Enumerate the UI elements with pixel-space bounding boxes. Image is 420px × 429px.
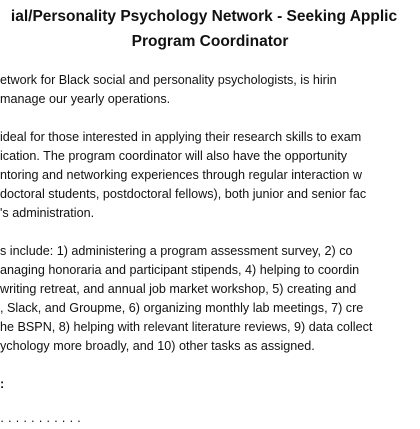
paragraph-2-line-4: doctoral students, postdoctoral fellows), both junior and senior fac [0, 187, 367, 201]
paragraph-3-line-5: he BSPN, 8) helping with relevant literature reviews, 9) data collect [0, 320, 373, 334]
paragraph-3-line-3: writing retreat, and annual job market workshop, 5) creating and [0, 282, 357, 296]
section-heading: : [0, 377, 5, 391]
page-title-line-2: Program Coordinator [131, 33, 289, 50]
paragraph-3-line-1: s include: 1) administering a program assessment survey, 2) co [0, 244, 353, 258]
paragraph-1-line-1: etwork for Black social and personality psychologists, is hirin [0, 73, 337, 87]
page-title-line-1: ial/Personality Psychology Network - Seeking Applic [10, 8, 398, 25]
paragraph-3-line-2: anaging honoraria and participant stipends, 4) helping to coordin [0, 263, 360, 277]
paragraph-2-line-2: ication. The program coordinator will also have the opportunity [0, 149, 347, 163]
paragraph-2-line-5: 's administration. [0, 206, 95, 220]
paragraph-2-line-3: ntoring and networking experiences through regular interaction w [0, 168, 362, 182]
paragraph-3-line-6: ychology more broadly, and 10) other tasks as assigned. [0, 339, 315, 353]
partial-bullet-line: · · · · · · · · · · · [0, 414, 82, 428]
paragraph-3-line-4: , Slack, and Groupme, 6) organizing monthly lab meetings, 7) cre [0, 301, 364, 315]
paragraph-1-line-2: manage our yearly operations. [0, 92, 171, 106]
paragraph-2-line-1: ideal for those interested in applying their research skills to exam [0, 130, 362, 144]
